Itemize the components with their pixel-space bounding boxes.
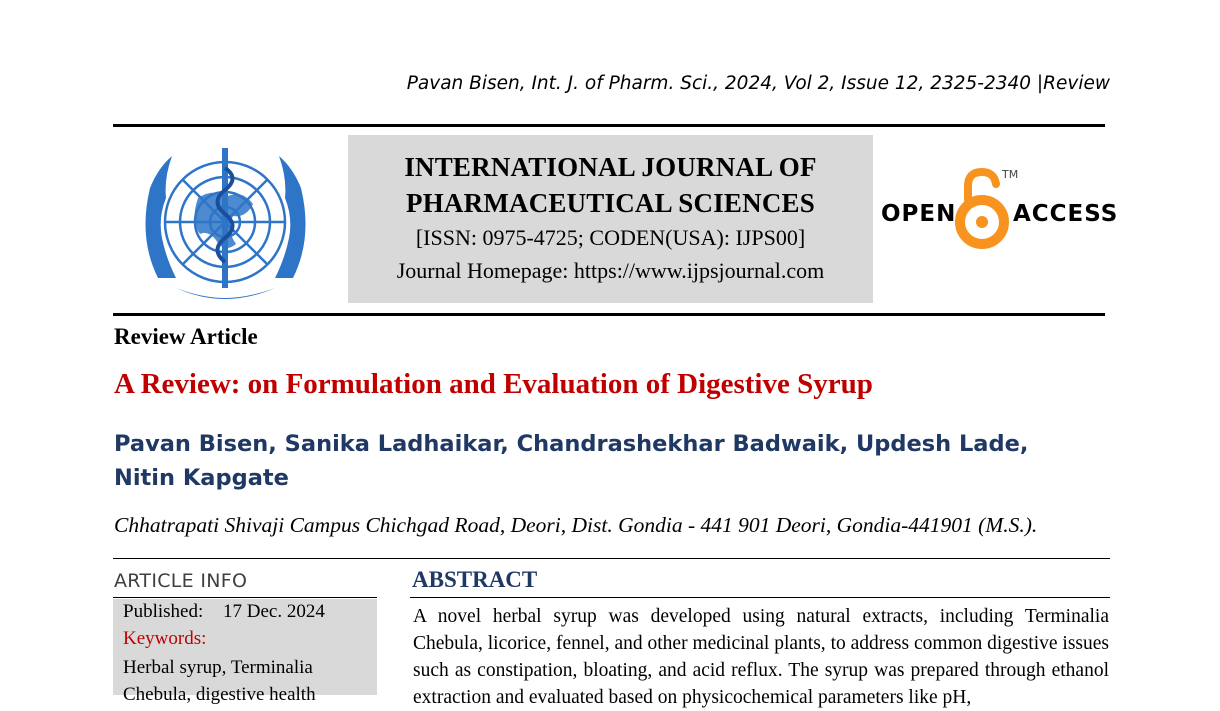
open-access-logo bbox=[880, 164, 1119, 254]
article-title: A Review: on Formulation and Evaluation of Digestive Syrup bbox=[114, 368, 873, 400]
keywords-label: Keywords: bbox=[123, 628, 207, 649]
open-access-open-text: OPEN bbox=[881, 201, 957, 227]
citation-header: Pavan Bisen, Int. J. of Pharm. Sci., 2024, Vol 2, Issue 12, 2325-2340 |Review bbox=[406, 73, 1110, 94]
article-type: Review Article bbox=[114, 324, 258, 349]
journal-issn: [ISSN: 0975-4725; CODEN(USA): IJPS00] bbox=[415, 225, 806, 250]
open-access-trademark: TM bbox=[1002, 168, 1019, 181]
abstract-heading: ABSTRACT bbox=[412, 567, 538, 592]
who-emblem-icon bbox=[128, 138, 323, 306]
author-list: Pavan Bisen, Sanika Ladhaikar, Chandrashekhar Badwaik, Updesh Lade, Nitin Kapgate bbox=[114, 431, 1029, 491]
author-affiliation: Chhatrapati Shivaji Campus Chichgad Road, Deori, Dist. Gondia - 441 901 Deori, Gondia-441901 (M.S.). bbox=[114, 513, 1038, 537]
banner-bottom-rule bbox=[113, 313, 1105, 316]
abstract-text: A novel herbal syrup was developed using natural extracts, including Terminalia Chebula, licorice, fennel, and other medicinal plants, to address common digestive issues such as constipation, bloating, and acid reflux. The syrup was prepared through ethanol extraction and evaluated based on physicochemical parameters like pH, bbox=[413, 606, 1109, 708]
journal-homepage[interactable]: Journal Homepage: https://www.ijpsjournal.com bbox=[396, 258, 825, 283]
journal-name-line2: PHARMACEUTICAL SCIENCES bbox=[406, 188, 815, 218]
article-info-heading: ARTICLE INFO bbox=[114, 570, 248, 592]
published-date: 17 Dec. 2024 bbox=[223, 601, 325, 622]
article-info-box bbox=[113, 599, 377, 705]
published-label: Published: bbox=[123, 601, 204, 622]
section-divider bbox=[113, 558, 1110, 559]
top-rule bbox=[113, 124, 1105, 127]
open-access-access-text: ACCESS bbox=[1013, 201, 1119, 227]
journal-banner bbox=[348, 135, 873, 303]
abstract-rule bbox=[410, 597, 1110, 598]
journal-name-line1: INTERNATIONAL JOURNAL OF bbox=[404, 152, 817, 182]
article-info-rule bbox=[113, 597, 377, 598]
keywords-list: Herbal syrup, Terminalia Chebula, digestive health bbox=[123, 657, 316, 705]
